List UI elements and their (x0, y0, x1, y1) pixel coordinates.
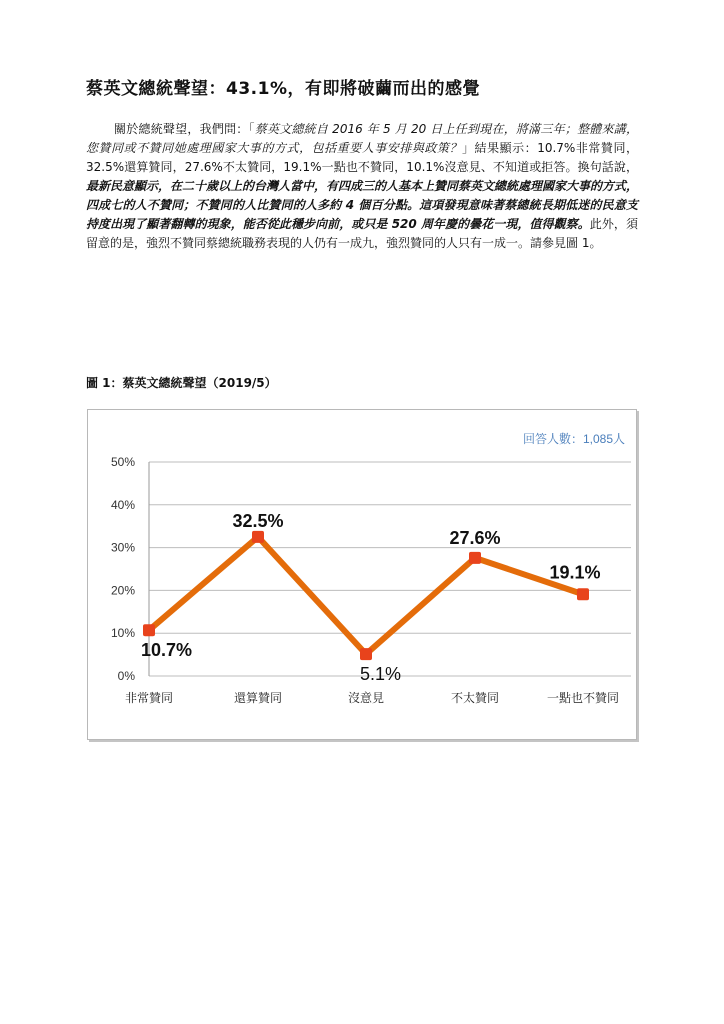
data-label: 19.1% (549, 562, 601, 583)
data-point-marker (360, 648, 372, 660)
approval-line-chart (87, 409, 637, 740)
x-tick-label: 還算贊同 (233, 691, 283, 705)
data-point-marker (252, 531, 264, 543)
y-tick-label: 10% (110, 626, 135, 641)
data-label: 10.7% (141, 640, 193, 661)
paragraph-results: 」結果顯示：10.7%非常贊同，32.5%還算贊同，27.6%不太贊同，19.1%一點也不贊同，10.1%沒意見、不知道或拒答。換句話說， (86, 141, 638, 174)
respondent-count-annotation: 回答人數：1,085人 (522, 432, 625, 446)
survey-question: 蔡英文總統自 2016 年 5 月 20 日上任到現在，將滿三年；整體來講，您贊同或不贊同她處理國家大事的方式，包括重要人事安排與政策？ (86, 122, 638, 155)
data-label: 32.5% (232, 510, 284, 531)
paragraph-closing: 此外，須留意的是，強烈不贊同蔡總統職務表現的人仍有一成九，強烈贊同的人只有一成一。請參見圖 1。 (86, 217, 638, 250)
x-tick-label: 一點也不贊同 (546, 691, 620, 705)
series-line (149, 537, 583, 654)
data-label: 5.1% (360, 664, 402, 685)
y-tick-label: 30% (110, 540, 135, 555)
paragraph-emphasis: 最新民意顯示，在二十歲以上的台灣人當中，有四成三的人基本上贊同蔡英文總統處理國家大事的方式，四成七的人不贊同；不贊同的人比贊同的人多約 4 個百分點。這項發現意味著蔡總統長期低迷的民意支持度出現了顯著翻轉的現象，能否從此穩步向前，或只是 520 周年慶的曇花一現，值得觀察。 (86, 179, 639, 231)
paragraph-intro: 關於總統聲望，我們問：「 (114, 122, 255, 136)
body-paragraph (86, 120, 638, 253)
x-tick-label: 非常贊同 (124, 691, 174, 705)
data-point-marker (577, 588, 589, 600)
page-title: 蔡英文總統聲望：43.1%，有即將破繭而出的感覺 (86, 79, 480, 99)
chart-svg (88, 410, 636, 739)
x-tick-label: 不太贊同 (450, 691, 500, 705)
y-tick-label: 0% (117, 669, 135, 683)
data-label: 27.6% (449, 527, 501, 548)
y-tick-label: 40% (110, 497, 135, 512)
figure-caption: 圖 1：蔡英文總統聲望（2019/5） (86, 376, 277, 390)
x-tick-label: 沒意見 (347, 691, 385, 705)
data-point-marker (143, 624, 155, 636)
y-tick-label: 20% (110, 583, 135, 598)
data-point-marker (469, 552, 481, 564)
y-tick-label: 50% (110, 455, 135, 469)
